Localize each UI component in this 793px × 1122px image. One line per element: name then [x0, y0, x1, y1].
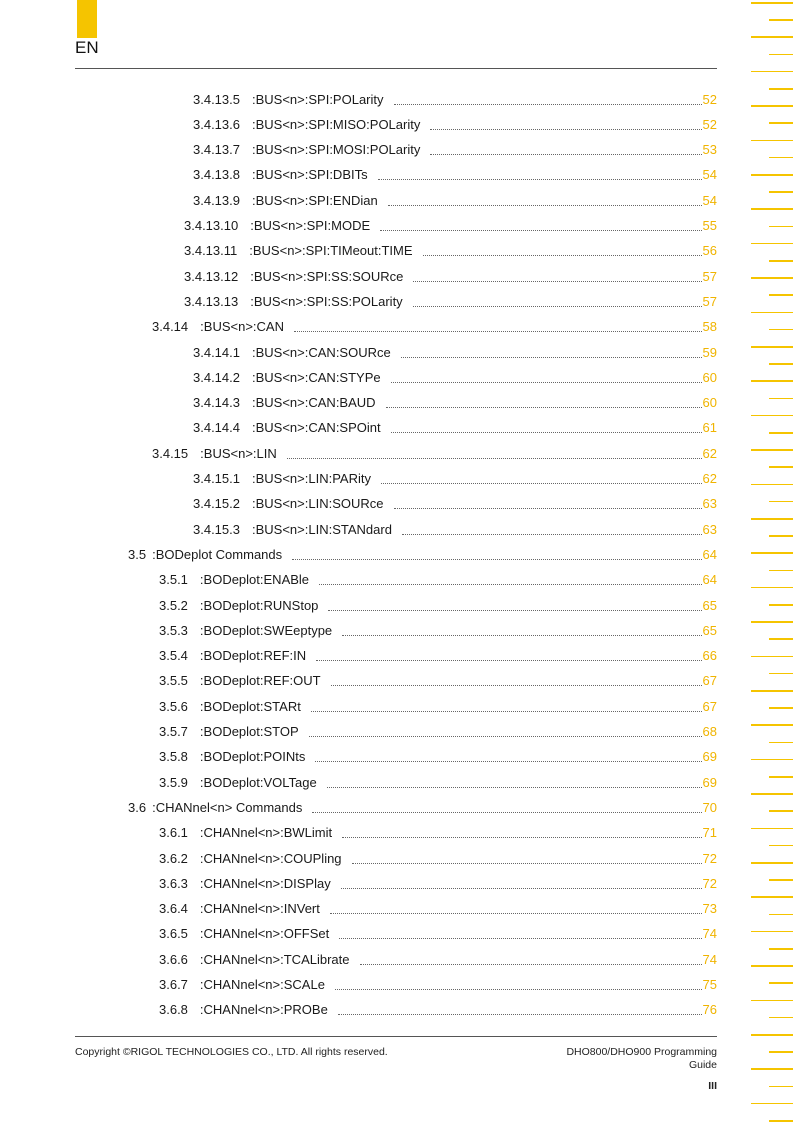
toc-entry[interactable] [184, 291, 717, 311]
ruler-tick [769, 19, 793, 21]
ruler-tick [769, 845, 793, 847]
toc-number: 3.4.13.8 [193, 167, 240, 183]
toc-number: 3.4.13.7 [193, 142, 240, 158]
toc-title[interactable]: :BUS<n>:CAN:SOURce [252, 344, 391, 360]
toc-title[interactable]: :BODeplot:VOLTage [199, 774, 317, 790]
toc-page-link[interactable]: 65 [702, 597, 717, 613]
toc-title[interactable]: :CHANnel<n>:SCALe [199, 977, 325, 992]
ruler-tick [751, 380, 793, 382]
toc-page-link[interactable]: 69 [702, 774, 717, 790]
toc-number: 3.4.13.5 [193, 91, 240, 107]
toc-entry[interactable] [184, 216, 717, 236]
toc-entry[interactable] [152, 317, 717, 337]
ruler-tick [751, 346, 793, 348]
ruler-tick [751, 1103, 793, 1105]
toc-entry[interactable] [159, 772, 717, 792]
toc-number: 3.5.4 [159, 648, 188, 664]
toc-number: 3.4.14.2 [193, 369, 240, 385]
toc-entry[interactable] [159, 646, 717, 666]
toc-page-link[interactable]: 54 [702, 167, 717, 183]
toc-page-link[interactable]: 72 [702, 850, 717, 866]
ruler-tick [769, 1051, 793, 1053]
toc-title[interactable]: :BUS<n>:SPI:SS:SOURce [250, 268, 404, 284]
toc-entry[interactable] [193, 89, 717, 109]
toc-entry[interactable] [193, 418, 717, 438]
dot-leader [328, 600, 701, 611]
ruler-tick [769, 54, 793, 56]
toc-entry[interactable] [193, 519, 717, 539]
toc-number: 3.5.3 [159, 622, 188, 638]
dot-leader [423, 245, 702, 256]
ruler-tick [769, 948, 793, 950]
toc-number: 3.4.14.4 [193, 420, 240, 436]
ruler-tick [769, 329, 793, 331]
toc-entry[interactable] [193, 393, 717, 413]
dot-leader [381, 473, 702, 484]
toc-title[interactable]: :BODeplot:RUNStop [199, 597, 319, 613]
toc-page-link[interactable]: 76 [702, 1002, 717, 1018]
toc-entry[interactable] [159, 747, 717, 767]
footer-divider [75, 1036, 717, 1037]
toc-number: 3.5.1 [159, 572, 188, 588]
toc-title[interactable]: :BUS<n>:SPI:ENDian [252, 192, 378, 208]
toc-title[interactable]: :BUS<n>:LIN [200, 445, 277, 461]
ruler-tick [769, 604, 793, 606]
ruler-tick [769, 122, 793, 124]
ruler-tick [751, 656, 793, 658]
toc-title[interactable]: :BUS<n>:SPI:SS:POLarity [250, 293, 403, 309]
toc-page-link[interactable]: 73 [702, 901, 717, 917]
ruler-tick [751, 793, 793, 795]
toc-page-link[interactable]: 71 [702, 825, 717, 841]
dot-leader [341, 878, 702, 889]
dot-leader [335, 979, 702, 990]
ruler-tick [751, 587, 793, 589]
dot-leader [312, 802, 701, 813]
toc-page-link[interactable]: 64 [702, 546, 717, 562]
toc-number: 3.6.8 [159, 1002, 188, 1018]
toc-page-link[interactable]: 67 [702, 673, 717, 689]
toc-entry[interactable] [184, 266, 717, 286]
toc-entry[interactable] [193, 342, 717, 362]
toc-number: 3.4.14.1 [193, 344, 240, 360]
toc-title[interactable]: :CHANnel<n>:DISPlay [199, 875, 331, 891]
toc-page-link[interactable]: 70 [702, 799, 717, 815]
ruler-tick [769, 294, 793, 296]
toc-entry[interactable] [159, 722, 717, 742]
copyright-text: Copyright ©RIGOL TECHNOLOGIES CO., LTD. All rights reserved. [75, 1046, 388, 1058]
toc-entry[interactable] [159, 595, 717, 615]
toc-number: 3.6.2 [159, 850, 188, 866]
toc-title[interactable]: :BODeplot:STOP [199, 724, 299, 739]
dot-leader [378, 169, 702, 180]
toc-entry[interactable] [193, 165, 717, 185]
dot-leader [331, 675, 702, 686]
ruler-tick [769, 638, 793, 640]
ruler-tick [751, 690, 793, 692]
dot-leader [394, 94, 702, 105]
toc-number: 3.4.13.13 [184, 293, 239, 309]
toc-page-link[interactable]: 74 [702, 926, 717, 942]
toc-entry[interactable] [159, 924, 717, 944]
toc-page-link[interactable]: 59 [702, 344, 717, 360]
toc-page-link[interactable]: 69 [702, 749, 717, 765]
toc-page-link[interactable]: 54 [702, 192, 717, 208]
toc-title[interactable]: :BODeplot:STARt [199, 698, 301, 714]
toc-title[interactable]: :BUS<n>:SPI:MISO:POLarity [252, 116, 421, 132]
toc-title[interactable]: :BUS<n>:SPI:TIMeout:TIME [249, 243, 413, 259]
ruler-tick [751, 518, 793, 520]
dot-leader [352, 853, 702, 864]
toc-title[interactable]: :BODeplot:REF:OUT [199, 673, 321, 689]
toc-entry[interactable] [193, 367, 717, 387]
dot-leader [327, 777, 702, 788]
toc-title[interactable]: :BUS<n>:SPI:DBITs [252, 167, 368, 183]
ruler-tick [769, 742, 793, 744]
toc-number: 3.6.3 [159, 875, 188, 891]
ruler-tick [769, 1120, 793, 1122]
toc-title[interactable]: :BODeplot Commands [152, 546, 283, 562]
toc-number: 3.5.9 [159, 774, 188, 790]
ruler-tick [751, 724, 793, 726]
toc-entry[interactable] [193, 494, 717, 514]
toc-number: 3.4.15.2 [193, 496, 240, 512]
toc-title[interactable]: :BUS<n>:LIN:PARity [252, 471, 371, 486]
toc-title[interactable]: :CHANnel<n> Commands [152, 799, 303, 815]
toc-entry[interactable] [193, 114, 717, 134]
ruler-tick [751, 36, 793, 38]
toc-entry[interactable] [159, 570, 717, 590]
toc-title[interactable]: :BUS<n>:LIN:STANdard [252, 521, 392, 537]
dot-leader [360, 954, 702, 965]
ruler-tick [751, 277, 793, 279]
toc-title[interactable]: :BODeplot:REF:IN [199, 648, 307, 664]
ruler-tick [769, 570, 793, 572]
toc-title[interactable]: :BUS<n>:CAN:BAUD [252, 395, 376, 411]
ruler-tick [769, 191, 793, 193]
toc-number: 3.4.13.12 [184, 268, 239, 284]
toc-number: 3.6.6 [159, 951, 188, 967]
toc-entry[interactable] [159, 949, 717, 969]
toc-number: 3.5.7 [159, 724, 188, 739]
toc-number: 3.5.5 [159, 673, 188, 689]
ruler-tick [769, 466, 793, 468]
ruler-tick [769, 914, 793, 916]
dot-leader [388, 195, 702, 206]
toc-page-link[interactable]: 61 [702, 420, 717, 436]
page-number: III [708, 1080, 717, 1092]
toc-number: 3.4.13.10 [184, 218, 239, 233]
toc-entry[interactable] [193, 469, 717, 489]
toc-page-link[interactable]: 63 [702, 496, 717, 512]
toc-page-link[interactable]: 55 [702, 218, 717, 233]
dot-leader [316, 650, 701, 661]
toc-number: 3.4.15 [152, 445, 189, 461]
ruler-tick [751, 484, 793, 486]
toc-title[interactable]: :BUS<n>:SPI:MODE [250, 218, 371, 233]
toc-page-link[interactable]: 68 [702, 724, 717, 739]
dot-leader [394, 498, 702, 509]
toc-entry[interactable] [159, 873, 717, 893]
ruler-tick [769, 1017, 793, 1019]
toc-number: 3.6.4 [159, 901, 188, 917]
toc-entry[interactable] [159, 848, 717, 868]
ruler-tick [751, 71, 793, 73]
toc-entry[interactable] [159, 899, 717, 919]
ruler-tick [769, 432, 793, 434]
ruler-tick [751, 1068, 793, 1070]
ruler-tick [751, 449, 793, 451]
guide-title-line2: Guide [688, 1059, 717, 1071]
toc-title[interactable]: :CHANnel<n>:TCALibrate [199, 951, 350, 967]
toc-page-link[interactable]: 57 [702, 268, 717, 284]
dot-leader [294, 321, 702, 332]
ruler-tick [769, 1086, 793, 1088]
toc-title[interactable]: :BUS<n>:CAN:SPOint [252, 420, 381, 436]
ruler-tick [769, 776, 793, 778]
ruler-tick [769, 260, 793, 262]
toc-number: 3.4.13.11 [184, 243, 238, 259]
ruler-tick [769, 982, 793, 984]
toc-page-link[interactable]: 60 [702, 395, 717, 411]
toc-number: 3.6.1 [159, 825, 188, 841]
ruler-tick [751, 862, 793, 864]
toc-title[interactable]: :BODeplot:ENABle [199, 572, 310, 588]
dot-leader [287, 448, 702, 459]
toc-entry[interactable] [193, 190, 717, 210]
ruler-tick [751, 552, 793, 554]
ruler-tick [751, 828, 793, 830]
ruler-tick [751, 931, 793, 933]
toc-page-link[interactable]: 63 [702, 521, 717, 537]
ruler-tick [751, 2, 793, 4]
toc-number: 3.5.6 [159, 698, 188, 714]
language-label: EN [75, 38, 99, 57]
ruler-tick [769, 157, 793, 159]
ruler-tick [769, 879, 793, 881]
toc-number: 3.4.14 [152, 319, 189, 335]
toc-number: 3.4.14.3 [193, 395, 240, 411]
guide-title [566, 1046, 717, 1072]
dot-leader [315, 751, 701, 762]
toc-title[interactable]: :CHANnel<n>:BWLimit [199, 825, 333, 841]
toc-title[interactable]: :CHANnel<n>:OFFSet [199, 926, 330, 942]
ruler-tick [751, 140, 793, 142]
dot-leader [413, 296, 702, 307]
toc-page-link[interactable]: 75 [702, 977, 717, 992]
dot-leader [391, 372, 702, 383]
toc-number: 3.6 [128, 799, 147, 815]
toc-page-link[interactable]: 72 [702, 875, 717, 891]
dot-leader [386, 397, 702, 408]
toc-entry[interactable] [159, 696, 717, 716]
ruler-tick [751, 1034, 793, 1036]
toc-page-link[interactable]: 64 [702, 572, 717, 588]
yellow-tab-marker [77, 0, 97, 38]
toc-entry[interactable] [128, 797, 717, 817]
dot-leader [401, 347, 702, 358]
ruler-tick [769, 810, 793, 812]
toc-title[interactable]: :CHANnel<n>:PROBe [199, 1002, 328, 1018]
toc-title[interactable]: :BUS<n>:CAN:STYPe [252, 369, 381, 385]
toc-number: 3.4.13.6 [193, 116, 240, 132]
toc-page-link[interactable]: 57 [702, 293, 717, 309]
dot-leader [311, 701, 702, 712]
ruler-tick [769, 398, 793, 400]
dot-leader [342, 625, 701, 636]
toc-page-link[interactable]: 74 [702, 951, 717, 967]
ruler-tick [751, 208, 793, 210]
toc-page-link[interactable]: 67 [702, 698, 717, 714]
dot-leader [309, 726, 702, 737]
ruler-tick [751, 1000, 793, 1002]
ruler-tick [769, 535, 793, 537]
toc-title[interactable]: :CHANnel<n>:COUPling [199, 850, 342, 866]
toc-title[interactable]: :BUS<n>:SPI:MOSI:POLarity [252, 142, 421, 158]
toc-number: 3.4.15.3 [193, 521, 240, 537]
toc-page-link[interactable]: 53 [702, 142, 717, 158]
toc-title[interactable]: :BODeplot:SWEeptype [199, 622, 333, 638]
toc-page-link[interactable]: 62 [702, 471, 717, 486]
toc-entry[interactable] [159, 975, 717, 995]
toc-entry[interactable] [184, 241, 717, 261]
dot-leader [413, 271, 701, 282]
ruler-tick [751, 759, 793, 761]
toc-number: 3.6.7 [159, 977, 188, 992]
toc-entry[interactable] [152, 443, 717, 463]
ruler-tick [751, 896, 793, 898]
toc-entry[interactable] [193, 140, 717, 160]
ruler-tick [769, 707, 793, 709]
ruler-tick [769, 673, 793, 675]
ruler-tick [769, 88, 793, 90]
dot-leader [342, 827, 701, 838]
toc-page-link[interactable]: 52 [702, 116, 717, 132]
dot-leader [319, 574, 702, 585]
ruler-strip [748, 0, 793, 1122]
toc-entry[interactable] [159, 620, 717, 640]
ruler-tick [751, 965, 793, 967]
toc-number: 3.5.2 [159, 597, 188, 613]
dot-leader [430, 144, 701, 155]
toc-number: 3.5.8 [159, 749, 188, 765]
toc-entry[interactable] [128, 544, 717, 564]
ruler-tick [751, 621, 793, 623]
toc-entry[interactable] [159, 823, 717, 843]
ruler-tick [769, 501, 793, 503]
toc-page-link[interactable]: 56 [702, 243, 717, 259]
toc-title[interactable]: :BODeplot:POINts [199, 749, 306, 765]
toc-page-link[interactable]: 52 [702, 91, 717, 107]
dot-leader [292, 549, 701, 560]
toc-number: 3.4.13.9 [193, 192, 240, 208]
toc-number: 3.5 [128, 546, 147, 562]
ruler-tick [751, 174, 793, 176]
ruler-tick [769, 363, 793, 365]
toc-title[interactable]: :BUS<n>:SPI:POLarity [252, 91, 384, 107]
toc-page-link[interactable]: 62 [702, 445, 717, 461]
dot-leader [338, 1004, 702, 1015]
header-divider [75, 68, 717, 69]
ruler-tick [769, 226, 793, 228]
dot-leader [402, 524, 702, 535]
ruler-tick [751, 312, 793, 314]
dot-leader [380, 220, 701, 231]
toc-entry[interactable] [159, 1000, 717, 1020]
toc-title[interactable]: :BUS<n>:LIN:SOURce [252, 496, 384, 512]
toc-page-link[interactable]: 65 [702, 622, 717, 638]
toc-number: 3.4.15.1 [193, 471, 240, 486]
toc-page-link[interactable]: 58 [702, 319, 717, 335]
toc-page-link[interactable]: 66 [702, 648, 717, 664]
ruler-tick [751, 105, 793, 107]
toc-title[interactable]: :BUS<n>:CAN [200, 319, 284, 335]
dot-leader [391, 422, 702, 433]
ruler-tick [751, 415, 793, 417]
ruler-tick [751, 243, 793, 245]
toc-entry[interactable] [159, 671, 717, 691]
dot-leader [430, 119, 701, 130]
guide-title-line1: DHO800/DHO900 Programming [566, 1046, 717, 1058]
toc-number: 3.6.5 [159, 926, 188, 942]
dot-leader [330, 903, 702, 914]
toc-page-link[interactable]: 60 [702, 369, 717, 385]
toc-title[interactable]: :CHANnel<n>:INVert [199, 901, 320, 917]
dot-leader [339, 928, 701, 939]
